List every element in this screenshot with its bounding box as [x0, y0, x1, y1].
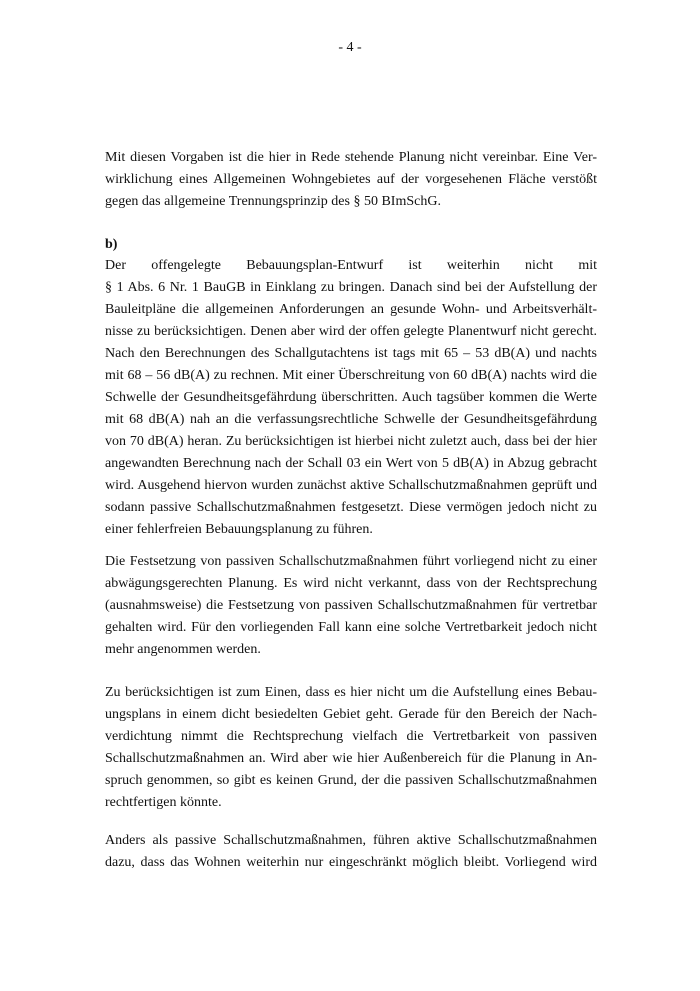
text-line: verdichtung nimmt die Rechtsprechung vielfach die Vertretbarkeit von passiven [105, 729, 597, 744]
text-line: rechtfertigen könnte. [105, 795, 222, 810]
text-line: spruch genommen, so gibt es keinen Grund, der die passiven Schallschutzmaßnahmen [105, 773, 597, 788]
text-line: von 70 dB(A) heran. Zu berücksichtigen ist hierbei nicht zuletzt auch, dass bei der hier [105, 434, 597, 449]
text-line: angewandten Berechnung nach der Schall 03 ein Wert von 5 dB(A) in Abzug gebracht [105, 456, 597, 471]
section-heading: b) [105, 237, 118, 252]
text-line: Schallschutzmaßnahmen an. Wird aber wie hier Außenbereich für die Planung in An- [105, 751, 597, 766]
text-line: Bauleitpläne die allgemeinen Anforderungen an gesunde Wohn- und Arbeitsverhält- [105, 302, 597, 317]
text-line: Die Festsetzung von passiven Schallschutzmaßnahmen führt vorliegend nicht zu einer [105, 554, 597, 569]
text-line: Anders als passive Schallschutzmaßnahmen, führen aktive Schallschutzmaßnahmen [105, 833, 597, 848]
text-line: abwägungsgerechten Planung. Es wird nicht verkannt, dass von der Rechtsprechung [105, 576, 597, 591]
text-line: (ausnahmsweise) die Festsetzung von passiven Schallschutzmaßnahmen für vertretbar [105, 598, 597, 613]
text-line: Nach den Berechnungen des Schallgutachtens ist tags mit 65 – 53 dB(A) und nachts [105, 346, 597, 361]
text-line: Der offengelegte Bebauungsplan-Entwurf ist weiterhin nicht mit [105, 258, 597, 273]
text-line: wirklichung eines Allgemeinen Wohngebietes auf der vorgesehenen Fläche verstößt [105, 172, 597, 187]
text-line: mehr angenommen werden. [105, 642, 261, 657]
text-line: mit 68 – 56 dB(A) zu rechnen. Mit einer Überschreitung von 60 dB(A) nachts wird die [105, 368, 597, 383]
text-line: Schwelle der Gesundheitsgefährdung überschritten. Auch tagsüber kommen die Werte [105, 390, 597, 405]
text-line: sodann passive Schallschutzmaßnahmen festgesetzt. Diese vermögen jedoch nicht zu [105, 500, 597, 515]
text-line: nisse zu berücksichtigen. Denen aber wird der offen gelegte Planentwurf nicht gerecht. [105, 324, 597, 339]
text-line: wird. Ausgehend hiervon wurden zunächst aktive Schallschutzmaßnahmen geprüft und [105, 478, 597, 493]
text-line: gehalten wird. Für den vorliegenden Fall kann eine solche Vertretbarkeit jedoch nicht [105, 620, 597, 635]
text-line: mit 68 dB(A) nah an die verfassungsrechtliche Schwelle der Gesundheitsgefährdung [105, 412, 597, 427]
text-line: ungsplans in einem dicht besiedelten Gebiet geht. Gerade für den Bereich der Nach- [105, 707, 597, 722]
text-line: gegen das allgemeine Trennungsprinzip des § 50 BImSchG. [105, 194, 441, 209]
text-line: dazu, dass das Wohnen weiterhin nur eingeschränkt möglich bleibt. Vorliegend wird [105, 855, 597, 870]
text-line: einer fehlerfreien Bebauungsplanung zu führen. [105, 522, 373, 537]
text-line: Mit diesen Vorgaben ist die hier in Rede stehende Planung nicht vereinbar. Eine Ver- [105, 150, 597, 165]
text-line: Zu berücksichtigen ist zum Einen, dass es hier nicht um die Aufstellung eines Bebau- [105, 685, 597, 700]
page-number: - 4 - [338, 40, 362, 55]
text-line: § 1 Abs. 6 Nr. 1 BauGB in Einklang zu bringen. Danach sind bei der Aufstellung der [105, 280, 597, 295]
